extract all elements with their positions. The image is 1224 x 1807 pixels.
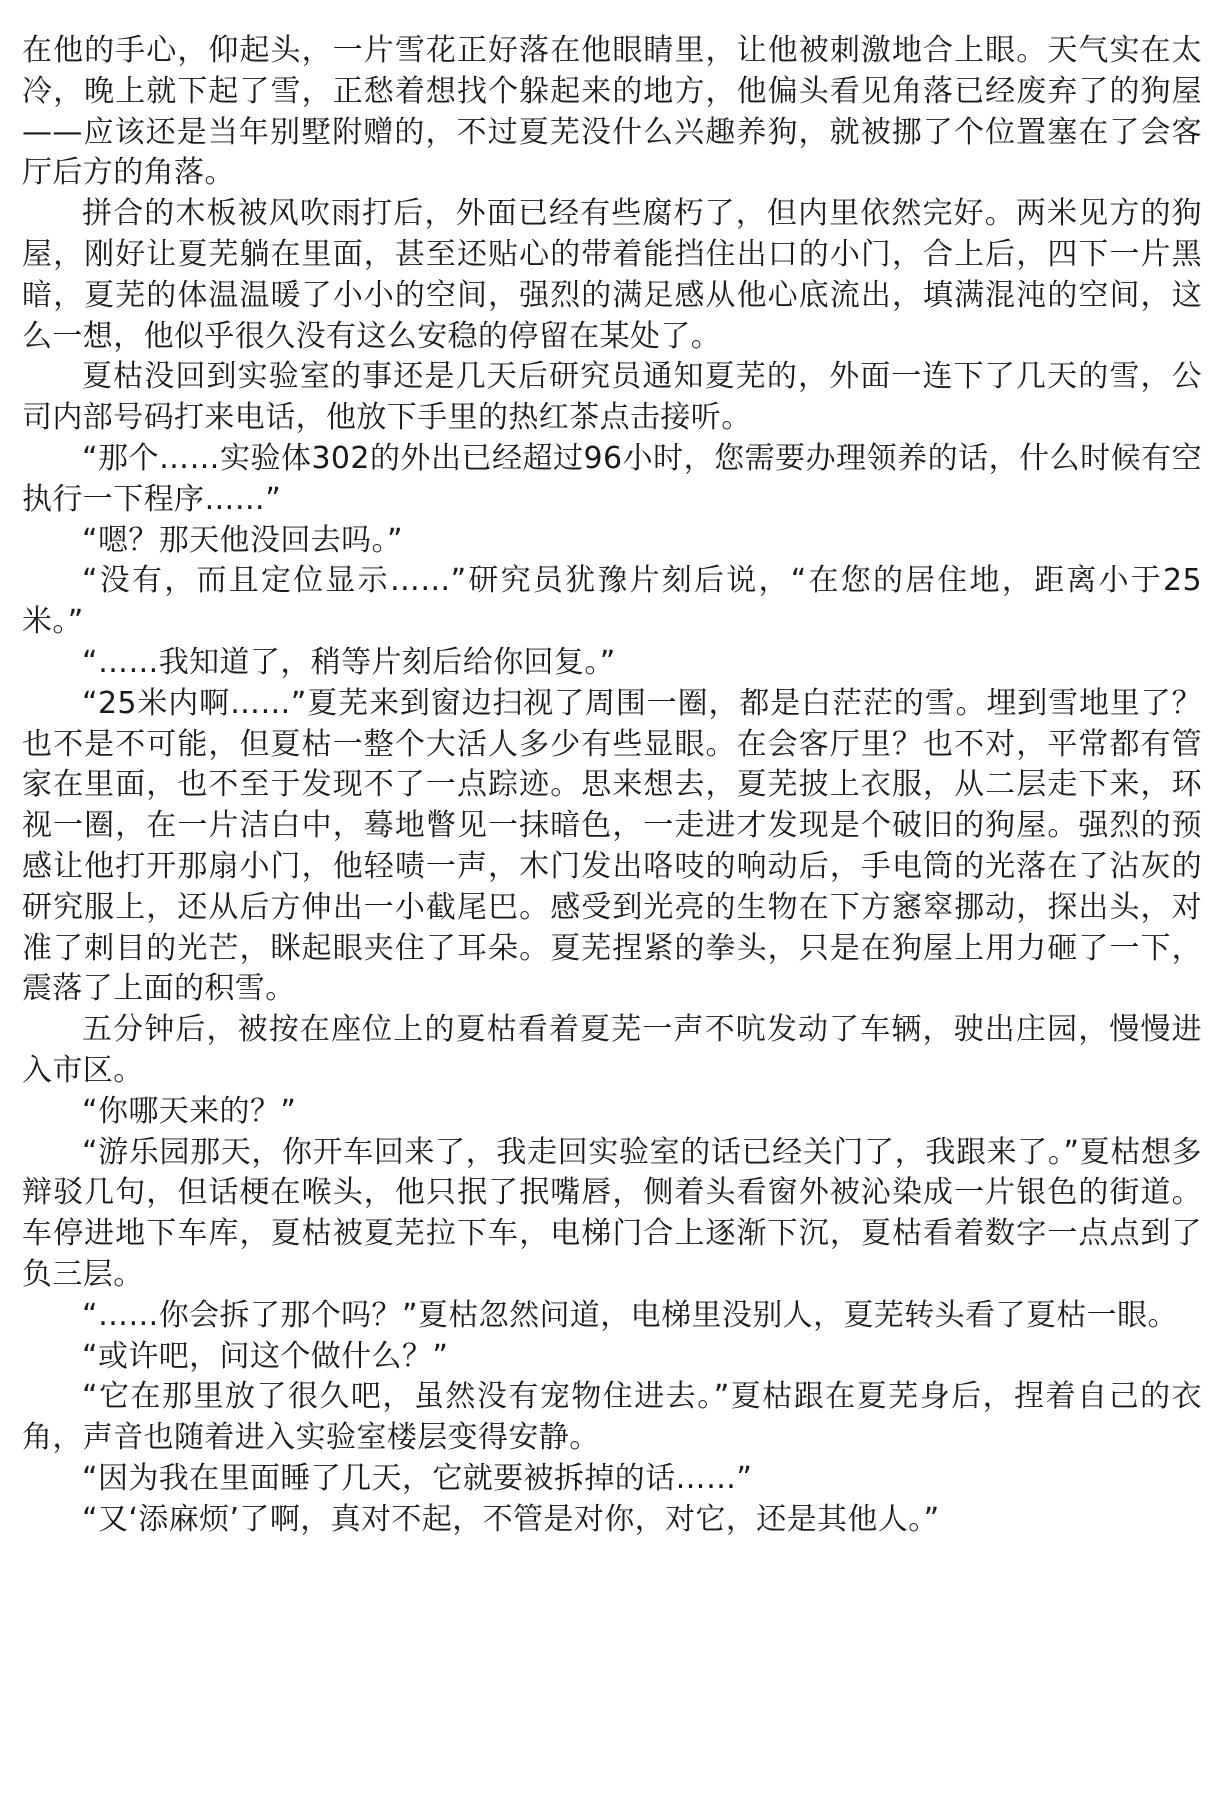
paragraph: “它在那里放了很久吧，虽然没有宠物住进去。”夏枯跟在夏芜身后，捏着自己的衣角，声音也随着进入实验室楼层变得安静。: [22, 1379, 1202, 1456]
paragraph: “那个……实验体302的外出已经超过96小时，您需要办理领养的话，什么时候有空执行一下程序……”: [22, 440, 1202, 517]
paragraph: 在他的手心，仰起头，一片雪花正好落在他眼睛里，让他被刺激地合上眼。天气实在太冷，晚上就下起了雪，正愁着想找个躲起来的地方，他偏头看见角落已经废弃了的狗屋——应该还是当年别墅附赠的，不过夏芜没什么兴趣养狗，就被挪了个位置塞在了会客厅后方的角落。: [22, 33, 1202, 191]
paragraph: “又‘添麻烦’了啊，真对不起，不管是对你，对它，还是其他人。”: [82, 1501, 940, 1537]
paragraph: “……你会拆了那个吗？”夏枯忽然问道，电梯里没别人，夏芜转头看了夏枯一眼。: [82, 1297, 1178, 1333]
paragraph: “或许吧，问这个做什么？”: [82, 1338, 449, 1374]
paragraph: 拼合的木板被风吹雨打后，外面已经有些腐朽了，但内里依然完好。两米见方的狗屋，刚好让夏芜躺在里面，甚至还贴心的带着能挡住出口的小门，合上后，四下一片黑暗，夏芜的体温温暖了小小的空间，强烈的满足感从他心底流出，填满混沌的空间，这么一想，他似乎很久没有这么安稳的停留在某处了。: [22, 196, 1202, 354]
paragraph: 夏枯没回到实验室的事还是几天后研究员通知夏芜的，外面一连下了几天的雪，公司内部号码打来电话，他放下手里的热红茶点击接听。: [22, 359, 1202, 436]
paragraph: “因为我在里面睡了几天，它就要被拆掉的话……”: [82, 1460, 753, 1496]
paragraph: “游乐园那天，你开车回来了，我走回实验室的话已经关门了，我跟来了。”夏枯想多辩驳几句，但话梗在喉头，他只抿了抿嘴唇，侧着头看窗外被沁染成一片银色的街道。车停进地下车库，夏枯被夏芜拉下车，电梯门合上逐渐下沉，夏枯看着数字一点点到了负三层。: [22, 1134, 1202, 1292]
paragraph: “25米内啊……”夏芜来到窗边扫视了周围一圈，都是白茫茫的雪。埋到雪地里了？也不是不可能，但夏枯一整个大活人多少有些显眼。在会客厅里？也不对，平常都有管家在里面，也不至于发现不了一点踪迹。思来想去，夏芜披上衣服，从二层走下来，环视一圈，在一片洁白中，蓦地瞥见一抹暗色，一走进才发现是个破旧的狗屋。强烈的预感让他打开那扇小门，他轻啧一声，木门发出咯吱的响动后，手电筒的光落在了沾灰的研究服上，还从后方伸出一小截尾巴。感受到光亮的生物在下方窸窣挪动，探出头，对准了刺目的光芒，眯起眼夹住了耳朵。夏芜捏紧的拳头，只是在狗屋上用力砸了一下，震落了上面的积雪。: [22, 685, 1202, 1007]
paragraph: 五分钟后，被按在座位上的夏枯看着夏芜一声不吭发动了车辆，驶出庄园，慢慢进入市区。: [22, 1012, 1202, 1088]
paragraph: “嗯？那天他没回去吗。”: [82, 522, 403, 558]
paragraph: “……我知道了，稍等片刻后给你回复。”: [82, 644, 616, 680]
document-body: [22, 31, 1202, 1540]
paragraph: “你哪天来的？”: [82, 1093, 297, 1129]
paragraph: “没有，而且定位显示……”研究员犹豫片刻后说，“在您的居住地，距离小于25米。”: [22, 563, 1202, 640]
